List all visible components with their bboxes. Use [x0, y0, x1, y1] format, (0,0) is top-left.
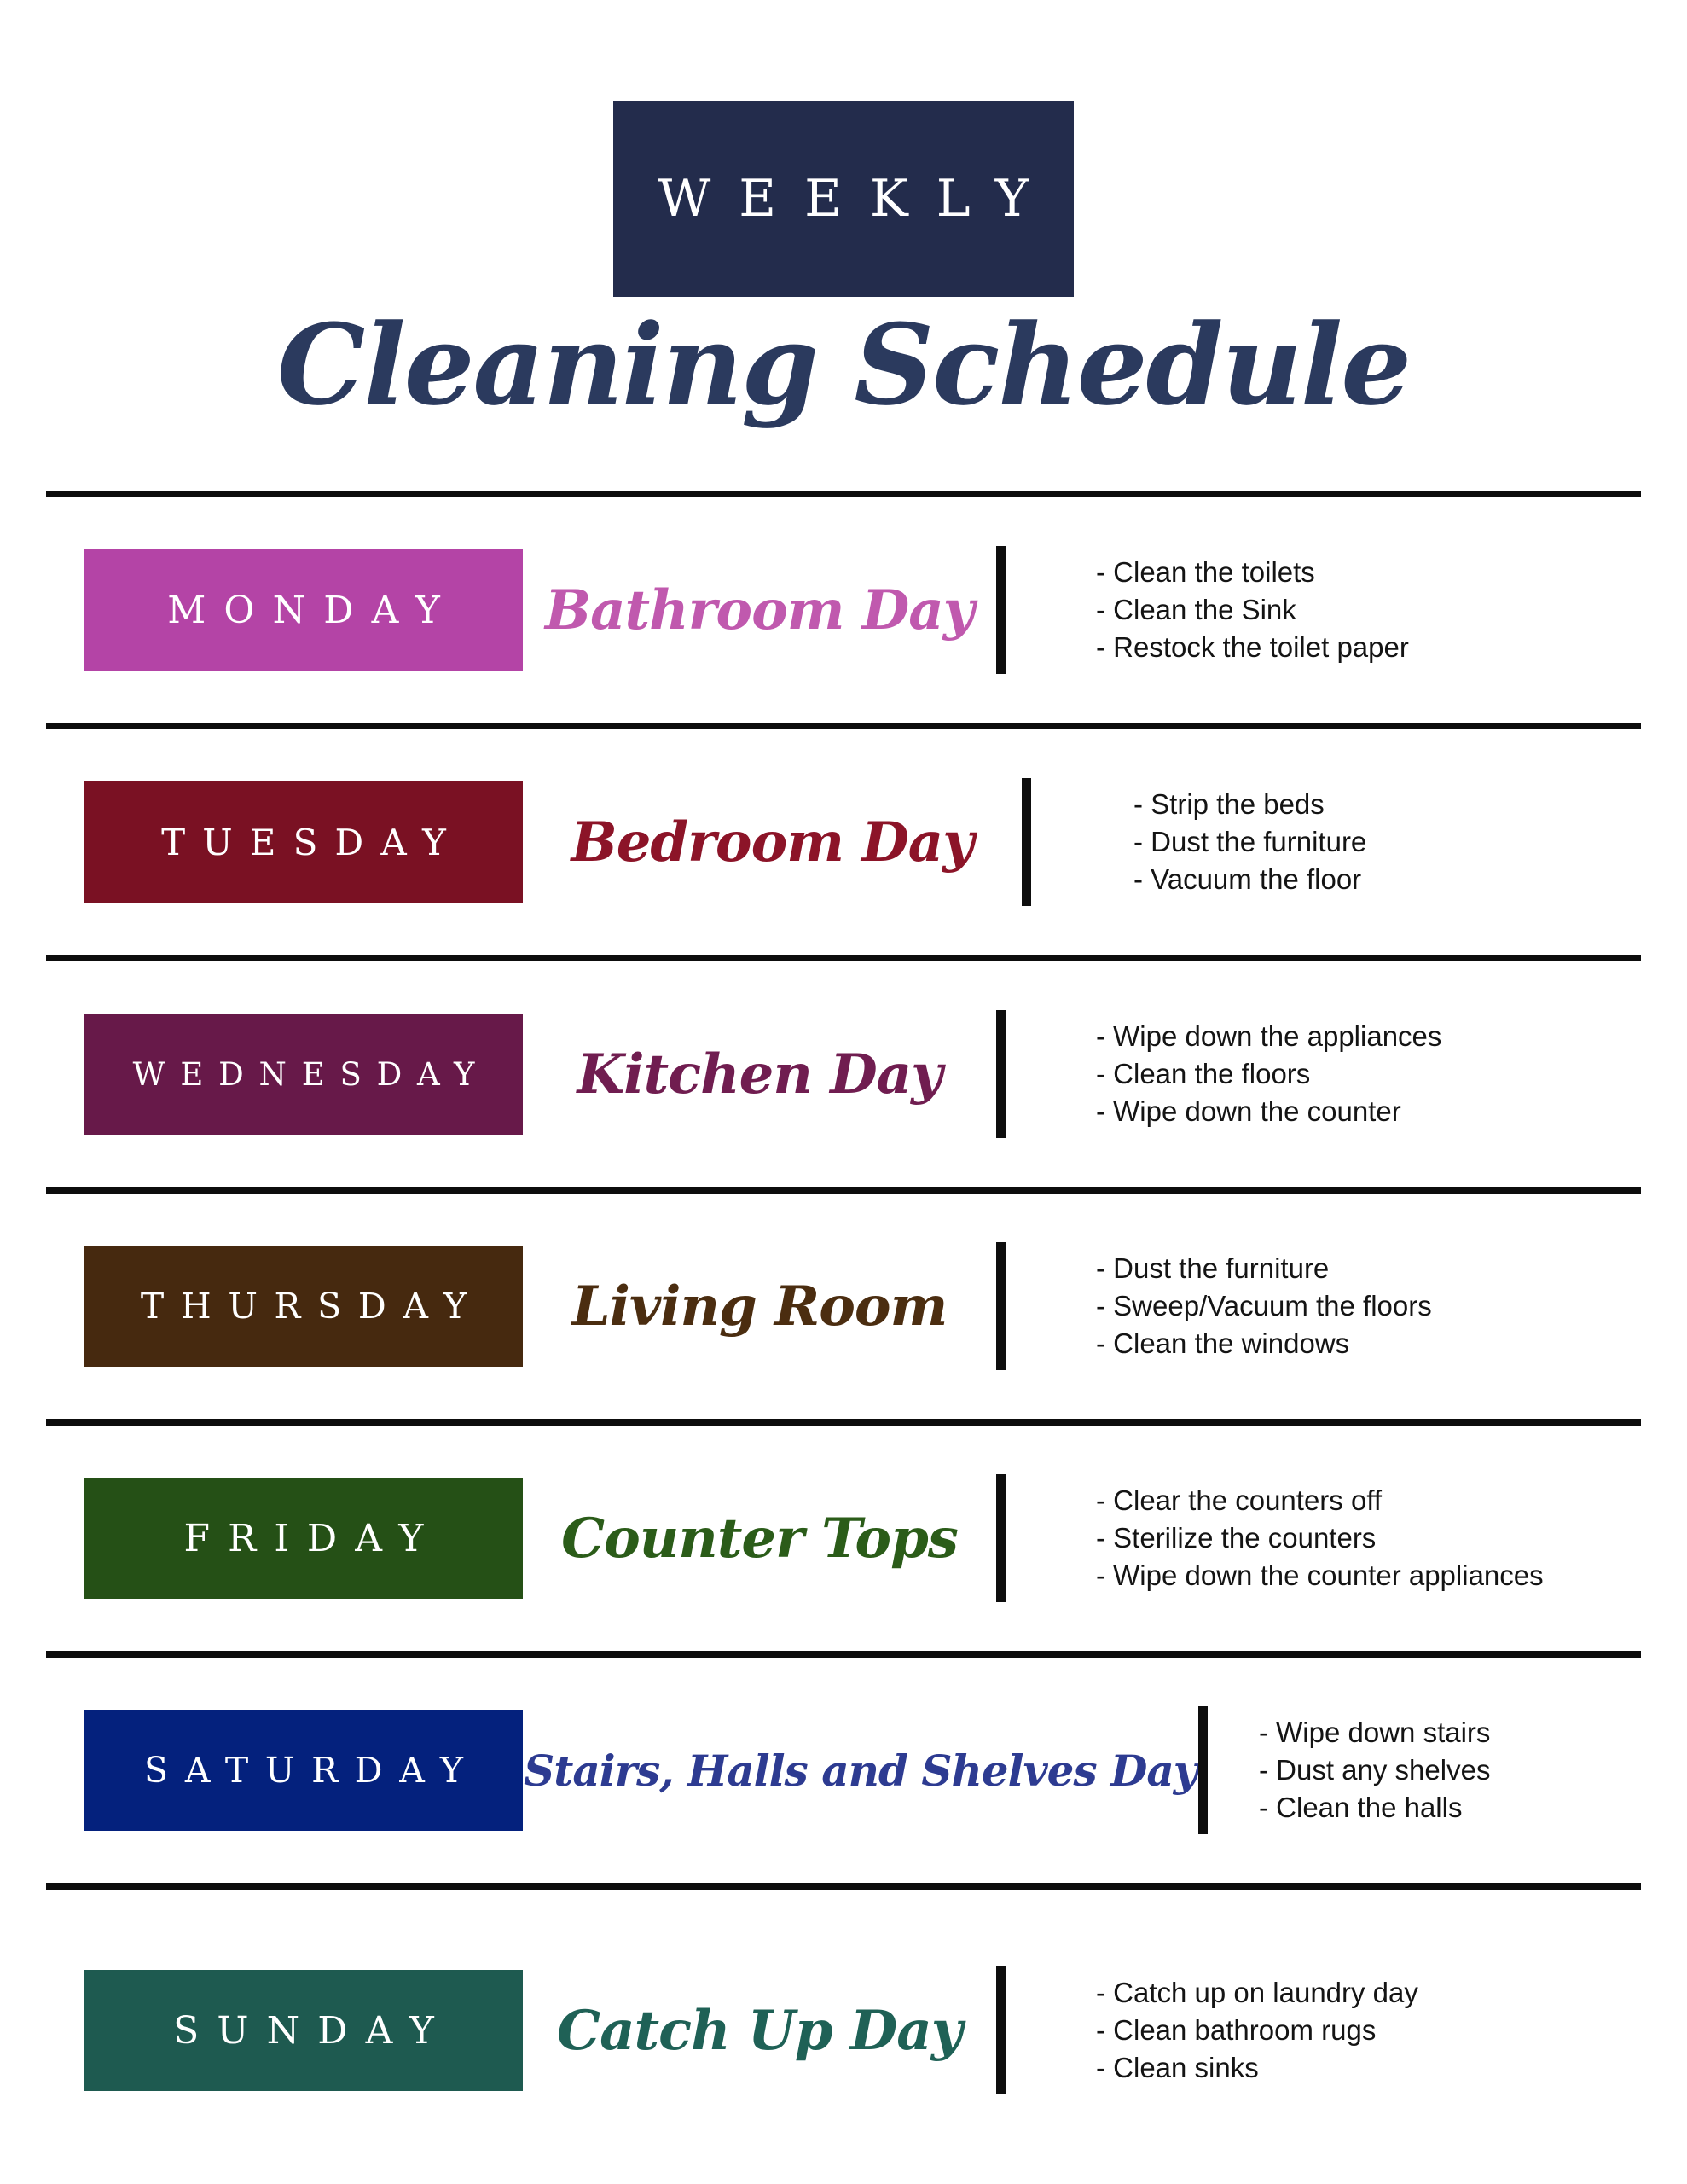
vertical-divider-bar — [996, 1966, 1006, 2094]
theme-wrap-wednesday — [523, 1043, 996, 1107]
schedule-row-thursday — [0, 1194, 1687, 1419]
day-theme-sunday: Catch Up Day — [557, 1998, 962, 2063]
task-item: - Vacuum the floor — [1133, 863, 1362, 895]
day-theme-saturday: Stairs, Halls and Shelves Day — [524, 1745, 1197, 1796]
task-item: - Wipe down the counter appliances — [1096, 1560, 1544, 1591]
task-item: - Sterilize the counters — [1096, 1522, 1377, 1554]
day-name-monday: MONDAY — [167, 588, 458, 632]
task-item: - Clean the toilets — [1096, 556, 1315, 588]
task-item: - Wipe down the counter — [1096, 1095, 1401, 1127]
day-theme-tuesday: Bedroom Day — [571, 810, 974, 874]
horizontal-divider — [46, 1419, 1641, 1426]
theme-wrap-thursday — [523, 1275, 996, 1339]
theme-wrap-tuesday — [523, 810, 1022, 874]
vertical-divider-bar — [996, 1474, 1006, 1602]
task-item: - Clean sinks — [1096, 2052, 1259, 2083]
weekly-badge-label: WEEKLY — [658, 169, 1058, 229]
schedule-row-saturday — [0, 1658, 1687, 1883]
task-list-wednesday — [1006, 1018, 1441, 1130]
task-item: - Sweep/Vacuum the floors — [1096, 1290, 1432, 1321]
day-name-friday: FRIDAY — [183, 1516, 442, 1560]
day-name-wednesday: WEDNESDAY — [132, 1055, 490, 1093]
page-title: Cleaning Schedule — [276, 299, 1411, 430]
day-box-sunday — [84, 1970, 523, 2091]
horizontal-divider — [46, 1883, 1641, 1890]
vertical-divider-bar — [1022, 778, 1031, 906]
horizontal-divider — [46, 1651, 1641, 1658]
task-item: - Wipe down the appliances — [1096, 1020, 1442, 1052]
day-name-thursday: THURSDAY — [140, 1286, 484, 1327]
day-box-monday — [84, 549, 523, 671]
vertical-divider-bar — [996, 1010, 1006, 1138]
task-list-sunday — [1006, 1974, 1418, 2087]
horizontal-divider — [46, 723, 1641, 729]
task-item: - Clean the floors — [1096, 1058, 1311, 1089]
task-item: - Restock the toilet paper — [1096, 631, 1409, 663]
task-list-tuesday — [1031, 786, 1366, 898]
theme-wrap-friday — [523, 1507, 996, 1571]
schedule-row-monday — [0, 497, 1687, 723]
day-theme-wednesday: Kitchen Day — [577, 1042, 942, 1107]
vertical-divider-bar — [996, 546, 1006, 674]
vertical-divider-bar — [996, 1242, 1006, 1370]
task-item: - Strip the beds — [1133, 788, 1325, 820]
horizontal-divider — [46, 491, 1641, 497]
schedule-row-tuesday — [0, 729, 1687, 955]
vertical-divider-bar — [1198, 1706, 1208, 1834]
day-box-tuesday — [84, 781, 523, 903]
schedule-row-sunday — [0, 1890, 1687, 2171]
weekly-badge — [613, 101, 1074, 297]
theme-wrap-saturday — [523, 1745, 1198, 1796]
task-list-thursday — [1006, 1250, 1432, 1362]
task-item: - Wipe down stairs — [1259, 1716, 1491, 1748]
horizontal-divider — [46, 1187, 1641, 1194]
day-box-friday — [84, 1478, 523, 1599]
day-box-saturday — [84, 1710, 523, 1831]
task-item: - Dust the furniture — [1133, 826, 1367, 857]
task-item: - Clean the windows — [1096, 1327, 1350, 1359]
theme-wrap-monday — [523, 578, 996, 642]
day-name-tuesday: TUESDAY — [161, 821, 464, 863]
task-item: - Clean the Sink — [1096, 594, 1296, 625]
day-theme-friday: Counter Tops — [561, 1506, 958, 1571]
theme-wrap-sunday — [523, 1999, 996, 2063]
task-item: - Dust the furniture — [1096, 1252, 1330, 1284]
page-header — [0, 0, 1687, 491]
day-theme-thursday: Living Room — [571, 1274, 948, 1339]
task-item: - Dust any shelves — [1259, 1754, 1491, 1786]
task-list-monday — [1006, 554, 1409, 666]
day-name-sunday: SUNDAY — [173, 2008, 452, 2053]
task-item: - Clear the counters off — [1096, 1484, 1383, 1516]
task-item: - Clean bathroom rugs — [1096, 2014, 1377, 2046]
task-list-friday — [1006, 1482, 1544, 1594]
day-theme-monday: Bathroom Day — [545, 578, 974, 642]
task-item: - Clean the halls — [1259, 1792, 1463, 1823]
horizontal-divider — [46, 955, 1641, 961]
day-box-wednesday — [84, 1014, 523, 1135]
schedule-row-friday — [0, 1426, 1687, 1651]
schedule-row-wednesday — [0, 961, 1687, 1187]
day-box-thursday — [84, 1246, 523, 1367]
task-item: - Catch up on laundry day — [1096, 1977, 1418, 2008]
day-name-saturday: SATURDAY — [144, 1750, 480, 1791]
task-list-saturday — [1208, 1714, 1490, 1827]
